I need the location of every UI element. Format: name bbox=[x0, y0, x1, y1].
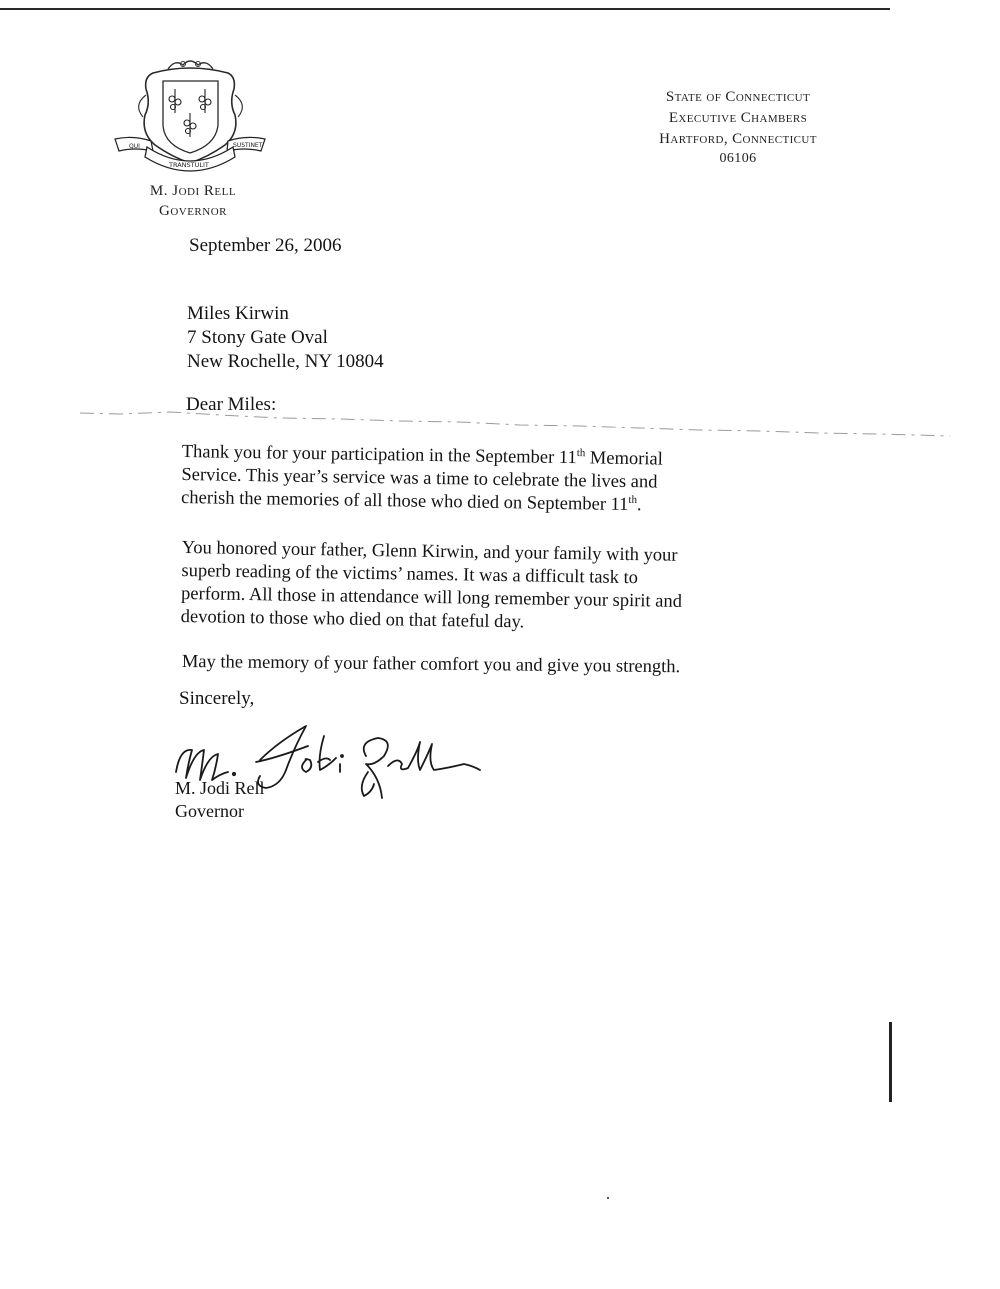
connecticut-seal-icon bbox=[113, 55, 268, 185]
paragraph-line: devotion to those who died on that fateful day. bbox=[180, 606, 525, 633]
paragraph-line: superb reading of the victims’ names. It was a difficult task to bbox=[181, 560, 639, 589]
recipient-name: Miles Kirwin bbox=[187, 303, 289, 324]
signer-title: Governor bbox=[175, 801, 244, 821]
paragraph-line: Thank you for your participation in the September 11th Memorial bbox=[181, 441, 663, 470]
salutation: Dear Miles: bbox=[186, 394, 277, 415]
recipient-city: New Rochelle, NY 10804 bbox=[187, 351, 384, 372]
paragraph-line: cherish the memories of all those who died on September 11th. bbox=[180, 487, 642, 516]
paragraph-line: May the memory of your father comfort you and give you strength. bbox=[181, 651, 681, 678]
paragraph-line: You honored your father, Glenn Kirwin, and your family with your bbox=[181, 537, 678, 566]
paragraph-thanks bbox=[181, 441, 742, 519]
scan-speck bbox=[607, 1197, 609, 1199]
paragraph-line: Service. This year’s service was a time to celebrate the lives and bbox=[181, 464, 658, 493]
paragraph-memory bbox=[182, 651, 742, 680]
letterhead-address-state: State of Connecticut bbox=[665, 89, 811, 105]
seal-motto-qui: QUI bbox=[129, 143, 140, 150]
letterhead-address-city: Hartford, Connecticut bbox=[659, 131, 817, 147]
letter-date: September 26, 2006 bbox=[189, 235, 342, 256]
recipient-street: 7 Stony Gate Oval bbox=[187, 327, 328, 348]
letterhead-governor-name: M. Jodi Rell bbox=[149, 183, 237, 199]
scan-edge bbox=[0, 0, 1000, 14]
letterhead-address-chambers: Executive Chambers bbox=[668, 110, 808, 126]
closing: Sincerely, bbox=[179, 688, 255, 709]
scan-top-line bbox=[0, 8, 890, 10]
paragraph-honor bbox=[181, 537, 742, 638]
paragraph-line: perform. All those in attendance will long remember your spirit and bbox=[180, 583, 683, 612]
scan-margin-mark bbox=[889, 1022, 892, 1102]
seal-motto-transtulit: TRANSTULIT bbox=[169, 161, 209, 169]
signer-name: M. Jodi Rell bbox=[175, 778, 265, 798]
letterhead-governor-title: Governor bbox=[158, 203, 227, 219]
letterhead-address-zip: 06106 bbox=[719, 151, 757, 166]
seal-motto-sustinet: SUSTINET bbox=[233, 142, 263, 149]
